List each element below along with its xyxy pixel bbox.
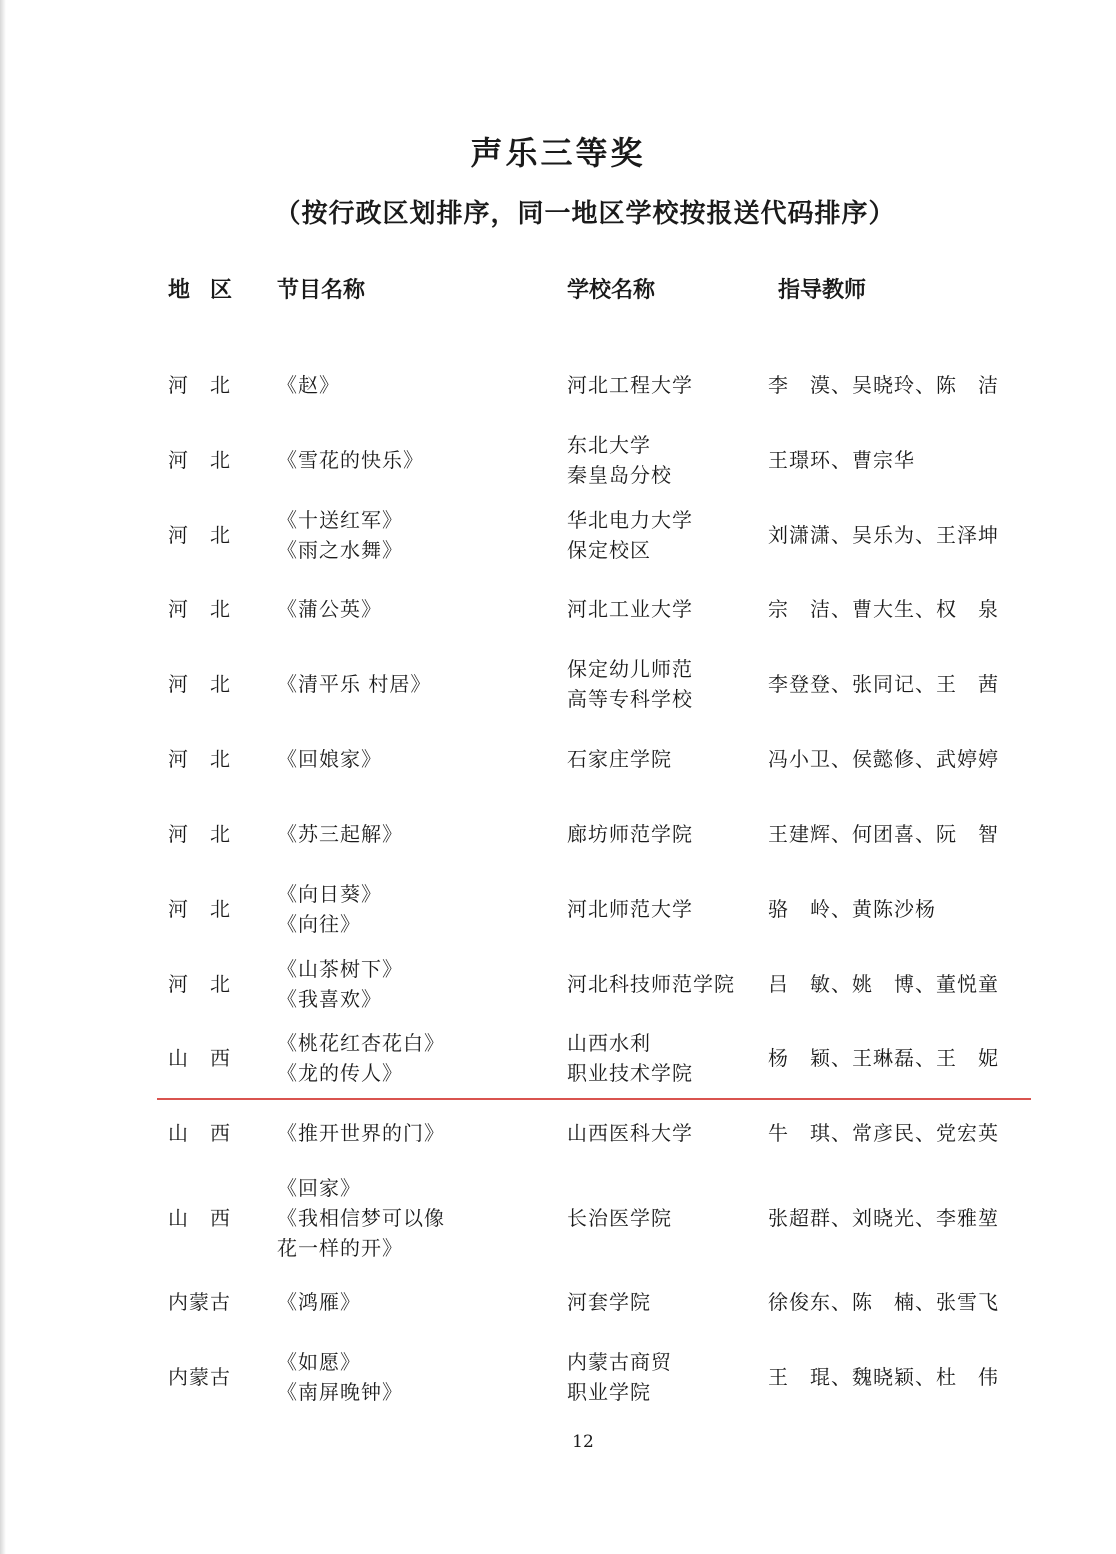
region-text: 内蒙古 bbox=[168, 1365, 231, 1389]
teacher-names: 冯小卫、侯懿修、武婷婷 bbox=[768, 747, 999, 771]
program-title: 《蒲公英》 bbox=[277, 597, 382, 621]
teacher-cell bbox=[768, 872, 1008, 947]
region-text: 河 北 bbox=[168, 822, 231, 846]
school-name: 保定幼儿师范 bbox=[567, 657, 693, 681]
school-name: 石家庄学院 bbox=[567, 747, 672, 771]
school-name: 职业学院 bbox=[567, 1380, 651, 1404]
region-cell bbox=[168, 1171, 258, 1266]
table-row bbox=[0, 498, 1116, 573]
table-row bbox=[0, 722, 1116, 797]
program-title: 《回家》 bbox=[277, 1176, 361, 1200]
table-row bbox=[0, 1340, 1116, 1415]
program-title: 《清平乐 村居》 bbox=[277, 672, 432, 696]
red-divider-line bbox=[157, 1098, 1031, 1100]
teacher-cell bbox=[768, 423, 1008, 498]
school-name: 山西水利 bbox=[567, 1031, 651, 1055]
teacher-names: 骆 岭、黄陈沙杨 bbox=[768, 897, 936, 921]
program-title: 《如愿》 bbox=[277, 1350, 361, 1374]
table-row bbox=[0, 797, 1116, 872]
table-row bbox=[0, 348, 1116, 423]
program-cell bbox=[277, 348, 547, 423]
region-cell bbox=[168, 498, 258, 573]
program-title: 《龙的传人》 bbox=[277, 1061, 403, 1085]
region-cell bbox=[168, 423, 258, 498]
school-name: 东北大学 bbox=[567, 433, 651, 457]
program-title: 《山茶树下》 bbox=[277, 957, 403, 981]
school-name: 河北工程大学 bbox=[567, 373, 693, 397]
school-cell bbox=[567, 1171, 757, 1266]
school-name: 秦皇岛分校 bbox=[567, 463, 672, 487]
teacher-names: 杨 颖、王琳磊、王 妮 bbox=[768, 1046, 999, 1070]
region-cell bbox=[168, 722, 258, 797]
school-cell bbox=[567, 1096, 757, 1171]
school-name: 华北电力大学 bbox=[567, 508, 693, 532]
program-cell bbox=[277, 572, 547, 647]
region-text: 山 西 bbox=[168, 1121, 231, 1145]
school-name: 河北科技师范学院 bbox=[567, 972, 735, 996]
header-school: 学校名称 bbox=[567, 278, 656, 303]
teacher-cell bbox=[768, 647, 1008, 722]
program-title: 《十送红军》 bbox=[277, 508, 403, 532]
school-cell bbox=[567, 498, 757, 573]
school-cell bbox=[567, 872, 757, 947]
region-text: 山 西 bbox=[168, 1206, 231, 1230]
teacher-names: 李 漠、吴晓玲、陈 洁 bbox=[768, 373, 999, 397]
school-name: 保定校区 bbox=[567, 538, 651, 562]
table-row bbox=[0, 572, 1116, 647]
program-title: 《雨之水舞》 bbox=[277, 538, 403, 562]
program-cell bbox=[277, 1171, 547, 1266]
table-row bbox=[0, 872, 1116, 947]
program-cell bbox=[277, 498, 547, 573]
teacher-names: 李登登、张同记、王 茜 bbox=[768, 672, 999, 696]
teacher-cell bbox=[768, 797, 1008, 872]
teacher-names: 张超群、刘晓光、李雅堃 bbox=[768, 1206, 999, 1230]
region-cell bbox=[168, 947, 258, 1022]
region-text: 河 北 bbox=[168, 897, 231, 921]
teacher-names: 宗 洁、曹大生、权 泉 bbox=[768, 597, 999, 621]
school-cell bbox=[567, 572, 757, 647]
school-name: 长治医学院 bbox=[567, 1206, 672, 1230]
table-row bbox=[0, 647, 1116, 722]
teacher-cell bbox=[768, 498, 1008, 573]
teacher-names: 王建辉、何团喜、阮 智 bbox=[768, 822, 999, 846]
region-cell bbox=[168, 647, 258, 722]
program-title: 《我喜欢》 bbox=[277, 987, 382, 1011]
region-cell bbox=[168, 872, 258, 947]
table-row bbox=[0, 423, 1116, 498]
program-cell bbox=[277, 647, 547, 722]
region-text: 河 北 bbox=[168, 523, 231, 547]
program-cell bbox=[277, 947, 547, 1022]
table-row bbox=[0, 1021, 1116, 1096]
table-row bbox=[0, 947, 1116, 1022]
region-cell bbox=[168, 1096, 258, 1171]
program-cell bbox=[277, 1096, 547, 1171]
program-title: 《向往》 bbox=[277, 912, 361, 936]
program-cell bbox=[277, 423, 547, 498]
school-name: 河北师范大学 bbox=[567, 897, 693, 921]
school-name: 内蒙古商贸 bbox=[567, 1350, 672, 1374]
teacher-cell bbox=[768, 722, 1008, 797]
program-title: 花一样的开》 bbox=[277, 1236, 403, 1260]
program-cell bbox=[277, 872, 547, 947]
school-cell bbox=[567, 423, 757, 498]
region-cell bbox=[168, 1265, 258, 1340]
program-title: 《雪花的快乐》 bbox=[277, 448, 424, 472]
region-cell bbox=[168, 1021, 258, 1096]
program-cell bbox=[277, 797, 547, 872]
region-text: 河 北 bbox=[168, 597, 231, 621]
program-cell bbox=[277, 1021, 547, 1096]
teacher-names: 王 琨、魏晓颖、杜 伟 bbox=[768, 1365, 999, 1389]
region-cell bbox=[168, 572, 258, 647]
teacher-names: 王璟环、曹宗华 bbox=[768, 448, 915, 472]
region-text: 河 北 bbox=[168, 448, 231, 472]
region-cell bbox=[168, 797, 258, 872]
region-text: 内蒙古 bbox=[168, 1290, 231, 1314]
program-title: 《推开世界的门》 bbox=[277, 1121, 445, 1145]
program-cell bbox=[277, 1340, 547, 1415]
region-text: 河 北 bbox=[168, 672, 231, 696]
region-cell bbox=[168, 348, 258, 423]
page-title: 声乐三等奖 bbox=[470, 134, 646, 172]
header-teacher: 指导教师 bbox=[778, 278, 867, 303]
program-title: 《赵》 bbox=[277, 373, 340, 397]
school-cell bbox=[567, 797, 757, 872]
table-row bbox=[0, 1096, 1116, 1171]
school-cell bbox=[567, 722, 757, 797]
region-text: 山 西 bbox=[168, 1046, 231, 1070]
teacher-cell bbox=[768, 1096, 1008, 1171]
table-row bbox=[0, 1171, 1116, 1266]
program-cell bbox=[277, 722, 547, 797]
school-name: 河北工业大学 bbox=[567, 597, 693, 621]
school-cell bbox=[567, 947, 757, 1022]
header-region: 地区 bbox=[168, 278, 253, 303]
program-title: 《南屏晚钟》 bbox=[277, 1380, 403, 1404]
teacher-cell bbox=[768, 572, 1008, 647]
school-name: 河套学院 bbox=[567, 1290, 651, 1314]
region-text: 河 北 bbox=[168, 747, 231, 771]
teacher-cell bbox=[768, 1265, 1008, 1340]
school-cell bbox=[567, 1265, 757, 1340]
program-cell bbox=[277, 1265, 547, 1340]
program-title: 《向日葵》 bbox=[277, 882, 382, 906]
school-cell bbox=[567, 1340, 757, 1415]
region-cell bbox=[168, 1340, 258, 1415]
region-text: 河 北 bbox=[168, 972, 231, 996]
teacher-cell bbox=[768, 1171, 1008, 1266]
program-title: 《苏三起解》 bbox=[277, 822, 403, 846]
page-subtitle: （按行政区划排序，同一地区学校按报送代码排序） bbox=[274, 199, 896, 229]
program-title: 《回娘家》 bbox=[277, 747, 382, 771]
school-name: 职业技术学院 bbox=[567, 1061, 693, 1085]
program-title: 《桃花红杏花白》 bbox=[277, 1031, 445, 1055]
table-header bbox=[0, 274, 1116, 308]
school-cell bbox=[567, 647, 757, 722]
school-name: 高等专科学校 bbox=[567, 687, 693, 711]
table-row bbox=[0, 1265, 1116, 1340]
program-title: 《我相信梦可以像 bbox=[277, 1206, 445, 1230]
header-program: 节目名称 bbox=[277, 278, 366, 303]
page-number: 12 bbox=[572, 1432, 594, 1452]
program-title: 《鸿雁》 bbox=[277, 1290, 361, 1314]
region-text: 河 北 bbox=[168, 373, 231, 397]
school-name: 廊坊师范学院 bbox=[567, 822, 693, 846]
teacher-names: 徐俊东、陈 楠、张雪飞 bbox=[768, 1290, 999, 1314]
teacher-names: 牛 琪、常彦民、党宏英 bbox=[768, 1121, 999, 1145]
teacher-cell bbox=[768, 1340, 1008, 1415]
teacher-cell bbox=[768, 947, 1008, 1022]
school-cell bbox=[567, 1021, 757, 1096]
teacher-cell bbox=[768, 348, 1008, 423]
school-name: 山西医科大学 bbox=[567, 1121, 693, 1145]
teacher-names: 吕 敏、姚 博、董悦童 bbox=[768, 972, 999, 996]
teacher-names: 刘潇潇、吴乐为、王泽坤 bbox=[768, 523, 999, 547]
teacher-cell bbox=[768, 1021, 1008, 1096]
school-cell bbox=[567, 348, 757, 423]
